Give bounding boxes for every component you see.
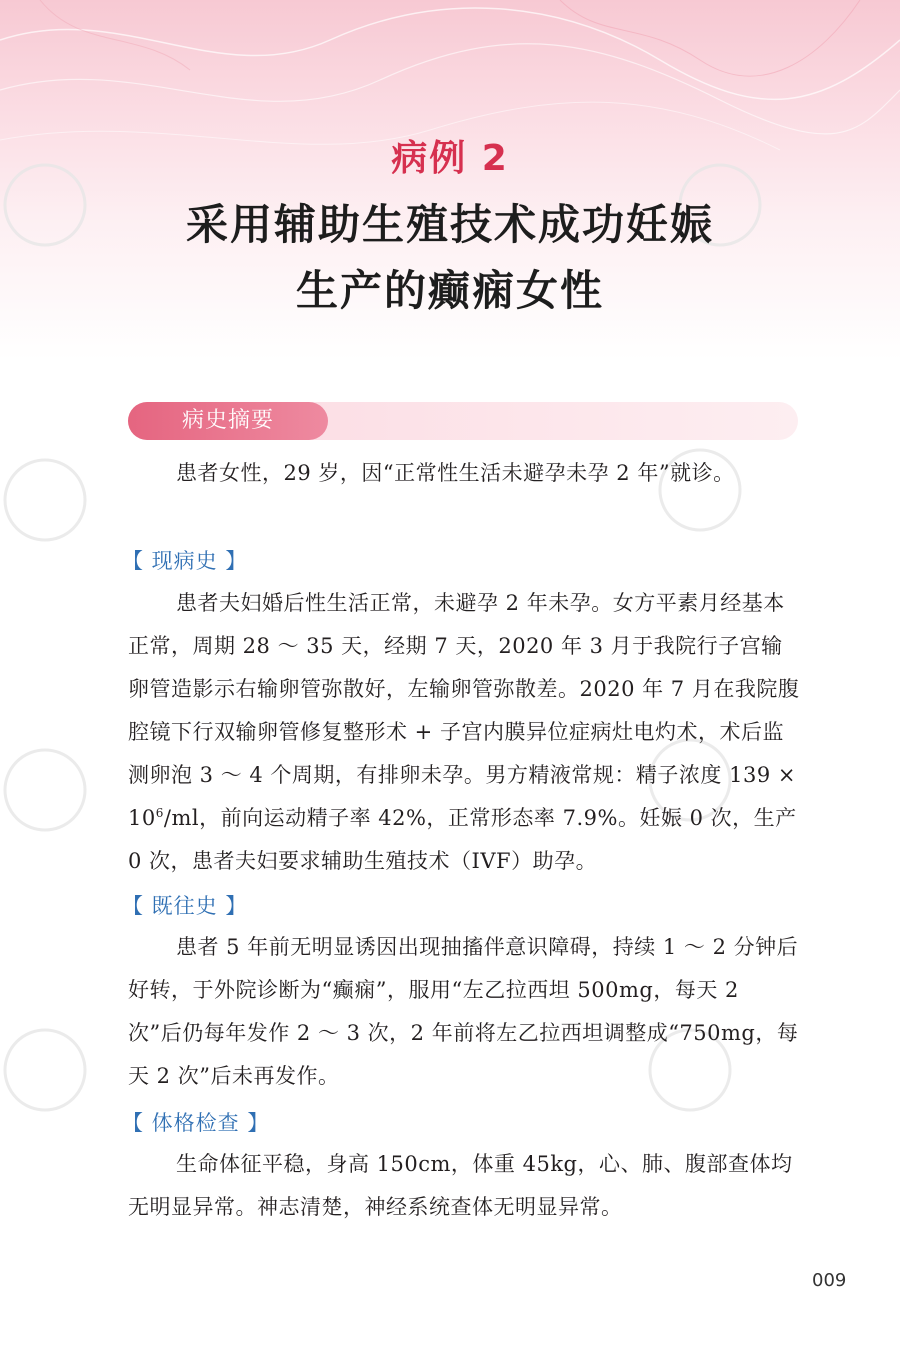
section-heading-present-illness: 【 现病史 】	[122, 549, 248, 573]
physical-exam-paragraph	[128, 1143, 800, 1229]
summary-paragraph	[128, 452, 800, 495]
page-title	[0, 192, 900, 324]
present-illness-text-a: 患者夫妇婚后性生活正常，未避孕 2 年未孕。女方平素月经基本正常，周期 28 ～ 35 天，经期 7 天，2020 年 3 月于我院行子宫输卵管造影示右输卵管弥散好，左输卵管弥散差。2020 年 7 月在我院腹腔镜下行双输卵管修复整形术 + 子宫内膜异位症病灶电灼术，术后监测卵泡 3 ～ 4 个周期，有排卵未孕。男方精液常规：精子浓度 139 × 10	[128, 591, 800, 830]
past-history-text: 患者 5 年前无明显诱因出现抽搐伴意识障碍，持续 1 ～ 2 分钟后好转，于外院诊断为“癫痫”，服用“左乙拉西坦 500mg，每天 2 次”后仍每年发作 2 ～ 3 次，2 年前将左乙拉西坦调整成“750mg，每天 2 次”后未再发作。	[128, 935, 799, 1088]
section-heading-physical-exam: 【 体格检查 】	[122, 1111, 270, 1135]
present-illness-paragraph	[128, 582, 800, 883]
past-history-paragraph	[128, 926, 800, 1098]
summary-text: 患者女性，29 岁，因“正常性生活未避孕未孕 2 年”就诊。	[176, 461, 735, 485]
case-number: 病例 2	[391, 138, 509, 179]
title-line-2: 生产的癫痫女性	[295, 266, 604, 315]
exponent: 6	[155, 806, 164, 820]
page-number: 009	[812, 1270, 847, 1291]
physical-exam-text: 生命体征平稳，身高 150cm，体重 45kg，心、肺、腹部查体均无明显异常。神志清楚，神经系统查体无明显异常。	[128, 1152, 793, 1219]
title-line-1: 采用辅助生殖技术成功妊娠	[185, 200, 714, 249]
present-illness-text-b: /ml，前向运动精子率 42%，正常形态率 7.9%。妊娠 0 次，生产 0 次，患者夫妇要求辅助生殖技术（IVF）助孕。	[128, 806, 797, 873]
summary-label: 病史摘要	[128, 402, 328, 440]
section-heading-past-history: 【 既往史 】	[122, 894, 248, 918]
